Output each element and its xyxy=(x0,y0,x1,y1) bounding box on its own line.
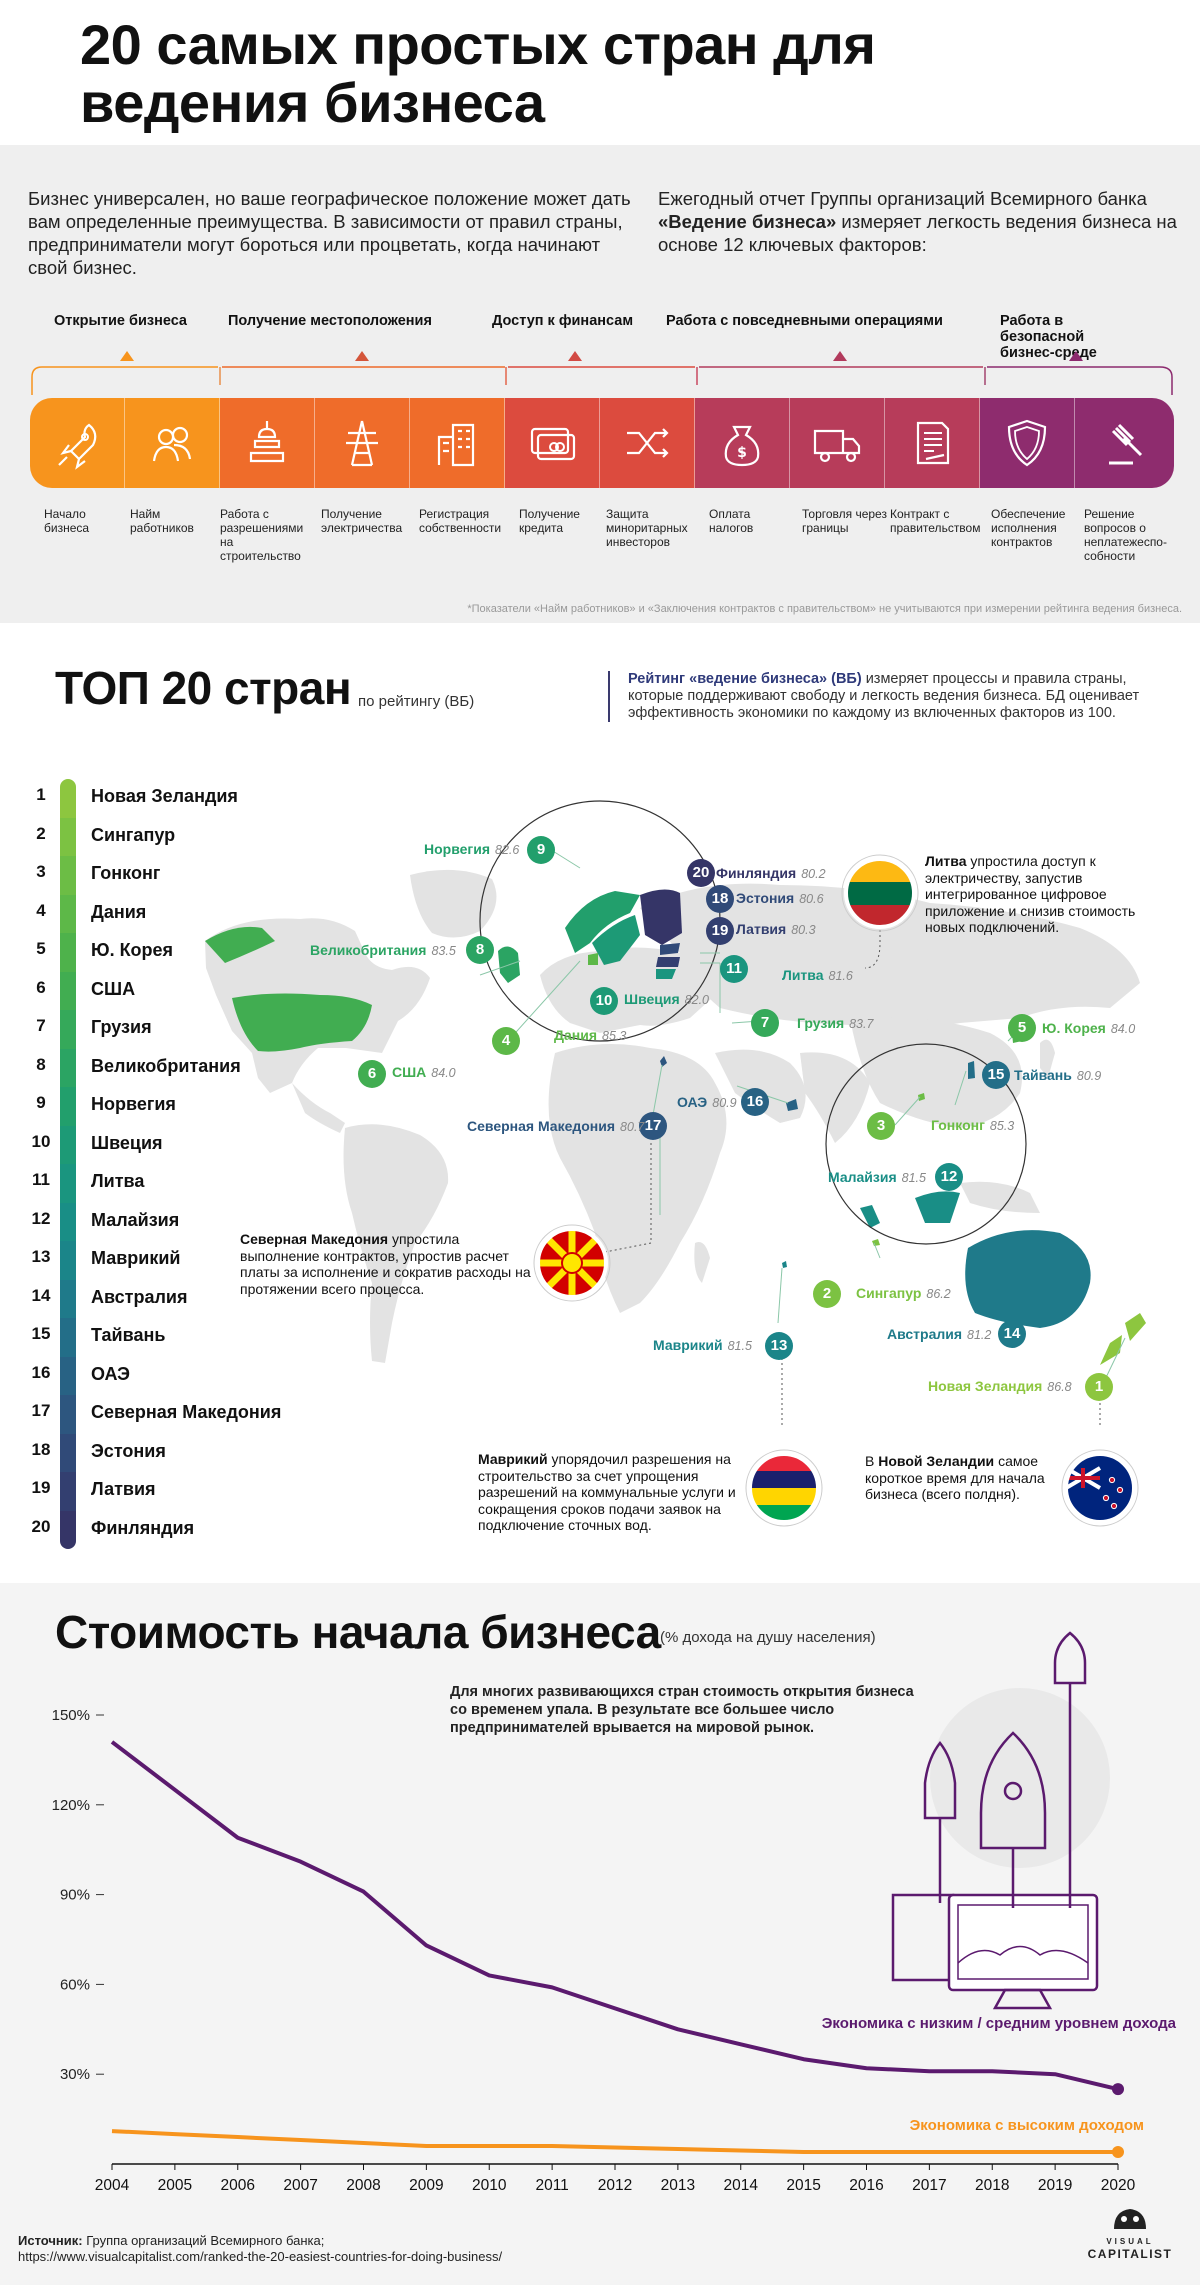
factor-label: Оплата налогов xyxy=(709,507,754,535)
map-rank-badge[interactable]: 20 xyxy=(687,859,715,887)
x-tick-label: 2006 xyxy=(220,2177,255,2194)
credit-card-icon xyxy=(524,415,580,471)
rank-bar-segment xyxy=(60,1203,76,1243)
australia-shape xyxy=(965,1230,1090,1328)
denmark-shape xyxy=(588,953,598,965)
rank-number: 7 xyxy=(36,1016,46,1035)
map-rank-badge[interactable]: 16 xyxy=(741,1088,769,1116)
top20-description xyxy=(608,671,1178,722)
rank-bar-segment xyxy=(60,1357,76,1397)
x-tick-label: 2020 xyxy=(1100,2177,1136,2194)
rank-country[interactable]: Швеция xyxy=(91,1132,163,1153)
factor-label: Контракт с правительством xyxy=(890,507,981,535)
rank-country[interactable]: Тайвань xyxy=(91,1325,166,1345)
mauritius-flag-icon xyxy=(746,1450,822,1526)
rank-country[interactable]: Ю. Корея xyxy=(91,940,174,960)
rank-country[interactable]: Новая Зеландия xyxy=(91,786,238,806)
map-country-name: Финляндия xyxy=(716,865,797,881)
rank-country[interactable]: Австралия xyxy=(91,1286,188,1307)
pylon-icon xyxy=(334,415,390,471)
category-label: Получение местоположения xyxy=(228,313,432,329)
factor-tile xyxy=(125,398,220,488)
factor-tile xyxy=(315,398,410,488)
top20-title: ТОП 20 стран xyxy=(55,662,352,714)
map-country-label xyxy=(828,1169,926,1185)
arrows-icon xyxy=(619,415,675,471)
rank-country[interactable]: Литва xyxy=(91,1171,145,1191)
nz-callout-prefix: В xyxy=(865,1453,875,1469)
rank-bar-segment xyxy=(60,1049,76,1089)
taiwan-shape xyxy=(968,1061,975,1079)
x-tick-label: 2015 xyxy=(786,2177,821,2194)
y-tick-label: 90% xyxy=(59,1886,90,1904)
map-country-name: США xyxy=(392,1064,427,1080)
rank-country[interactable]: Грузия xyxy=(91,1017,152,1037)
mauritius-callout-bold: Маврикий xyxy=(478,1451,548,1467)
map-country-label xyxy=(624,991,709,1007)
map-country-score: 81.2 xyxy=(967,1328,992,1342)
category-label: Работа с повседневными операциями xyxy=(666,313,943,329)
rank-number: 19 xyxy=(31,1478,51,1497)
map-country-score: 83.7 xyxy=(849,1017,874,1031)
rank-number: 12 xyxy=(31,1208,51,1228)
factor-tile xyxy=(695,398,790,488)
map-country-name: Тайвань xyxy=(1014,1067,1072,1083)
macedonia-callout xyxy=(240,1231,535,1297)
map-country-label xyxy=(928,1378,1072,1394)
map-country-name: Новая Зеландия xyxy=(928,1378,1043,1394)
map-country-label xyxy=(887,1326,991,1342)
map-rank-badge[interactable]: 4 xyxy=(492,1027,520,1055)
x-tick-label: 2008 xyxy=(346,2177,381,2194)
category-brackets xyxy=(0,145,1200,415)
factor-tile xyxy=(30,398,125,488)
rank-country[interactable]: Финляндия xyxy=(91,1517,195,1538)
nz-callout-text: самое короткое время для начала бизнеса (всего полдня). xyxy=(865,1453,1045,1502)
rank-bar-segment xyxy=(60,1087,76,1127)
factor-tile xyxy=(885,398,980,488)
map-rank-badge[interactable]: 8 xyxy=(466,936,494,964)
map-country-name: Ю. Корея xyxy=(1042,1020,1106,1036)
x-tick-label: 2010 xyxy=(472,2177,507,2194)
factor-tile xyxy=(410,398,505,488)
rank-number: 14 xyxy=(31,1285,51,1305)
map-country-label xyxy=(424,841,519,857)
series-line xyxy=(112,2131,1118,2152)
cost-note: Для многих развивающихся стран стоимость открытия бизнеса со временем упала. В результате все большее число предпринимателей врывается на мировой рынок. xyxy=(450,1684,914,1736)
map-country-label xyxy=(653,1337,752,1353)
factor-tile xyxy=(790,398,885,488)
brand-bottom: CAPITALIST xyxy=(1087,2247,1173,2261)
rank-bar-segment xyxy=(60,1280,76,1320)
top20-desc-rest: измеряет процессы и правила страны, которые поддерживают свободу и легкость ведения бизнеса. БД оценивает эффективность экономики по каждому из включенных факторов из 100. xyxy=(628,671,1140,721)
rank-country[interactable]: Норвегия xyxy=(91,1094,176,1114)
map-rank-badge[interactable]: 19 xyxy=(706,917,734,945)
map-country-score: 83.5 xyxy=(431,944,456,958)
intro-right-prefix: Ежегодный отчет Группы организаций Всемирного банка xyxy=(658,188,1147,209)
mauritius-callout xyxy=(478,1451,743,1534)
landmass xyxy=(800,1052,870,1143)
rank-bar-segment xyxy=(60,1164,76,1204)
brand-logo xyxy=(1080,2203,1180,2261)
landmass xyxy=(694,1242,710,1283)
x-tick-label: 2019 xyxy=(1037,2177,1073,2194)
y-tick-label: 60% xyxy=(59,1976,90,1994)
rank-country[interactable]: ОАЭ xyxy=(91,1363,130,1384)
map-country-score: 82.6 xyxy=(495,843,520,857)
rank-bar-segment xyxy=(60,972,76,1012)
rank-number: 1 xyxy=(36,785,46,804)
rank-country[interactable]: Малайзия xyxy=(91,1209,180,1230)
cost-subtitle: (% дохода на душу населения) xyxy=(660,1629,876,1646)
rank-bar-segment xyxy=(60,1472,76,1512)
intro-right-suffix: измеряет легкость ведения бизнеса на основе 12 ключевых факторов: xyxy=(658,211,1177,255)
series-endpoint xyxy=(1112,2146,1124,2158)
macedonia-callout-bold: Северная Македония xyxy=(240,1231,389,1247)
source-label: Источник: xyxy=(18,2233,83,2248)
intro-right-bold: «Ведение бизнеса» xyxy=(658,211,837,232)
map-country-label xyxy=(797,1015,873,1031)
series-endpoint xyxy=(1112,2083,1124,2095)
lithuania-flag-icon xyxy=(842,855,918,931)
rank-country[interactable]: Дания xyxy=(91,901,147,922)
factor-label: Получение электричества xyxy=(321,507,403,535)
rank-country[interactable]: Северная Македония xyxy=(91,1402,282,1422)
lithuania-callout xyxy=(925,853,1170,936)
shield-icon xyxy=(999,415,1055,471)
top20-desc-bold: Рейтинг «ведение бизнеса» (ВБ) xyxy=(628,671,862,687)
map-country-name: Великобритания xyxy=(310,942,427,958)
rank-bar-segment xyxy=(60,1241,76,1281)
map-country-label xyxy=(716,865,826,881)
gavel-icon xyxy=(1097,415,1153,471)
singapore-shape xyxy=(872,1239,880,1246)
map-country-label xyxy=(856,1285,951,1301)
landmass xyxy=(960,1182,1040,1213)
rank-bar-segment xyxy=(60,1126,76,1166)
map-country-label xyxy=(554,1027,626,1043)
map-country-score: 80.7 xyxy=(620,1120,645,1134)
map-country-score: 85.3 xyxy=(989,1119,1015,1133)
map-country-name: Литва xyxy=(782,967,824,983)
map-rank-badge[interactable]: 1 xyxy=(1085,1373,1113,1401)
map-country-score: 81.5 xyxy=(901,1171,926,1185)
map-country-name: Малайзия xyxy=(828,1169,897,1185)
factor-label: Найм работников xyxy=(130,507,194,535)
x-tick-label: 2009 xyxy=(409,2177,444,2194)
map-rank-badge[interactable]: 2 xyxy=(813,1280,841,1308)
rank-number: 8 xyxy=(36,1054,46,1074)
map-rank-badge[interactable]: 7 xyxy=(751,1009,779,1037)
map-country-name: Сингапур xyxy=(856,1285,922,1301)
map-country-name: Норвегия xyxy=(424,841,491,857)
map-rank-badge[interactable]: 11 xyxy=(720,955,748,983)
top20-subtitle: по рейтингу (ВБ) xyxy=(358,693,475,710)
rank-number: 20 xyxy=(31,1516,51,1536)
map-country-name: Дания xyxy=(554,1027,597,1043)
rocket-illustration xyxy=(893,1633,1110,2008)
source-url[interactable]: https://www.visualcapitalist.com/ranked-the-20-easiest-countries-for-doing-business/ xyxy=(18,2249,503,2264)
lithuania-callout-text: упростила доступ к электричеству, запустив интегрированное цифровое приложение и снизив стоимость новых подключений. xyxy=(925,853,1136,935)
rank-number: 18 xyxy=(31,1439,51,1459)
map-country-score: 80.3 xyxy=(791,923,816,937)
crane-icon xyxy=(239,415,295,471)
cost-title: Стоимость начала бизнеса xyxy=(55,1606,661,1658)
rank-number: 6 xyxy=(36,977,46,997)
series-label: Экономика с высоким доходом xyxy=(909,2117,1144,2134)
category-label: Работа в безопасной бизнес-среде xyxy=(1000,313,1097,361)
map-country-score: 80.6 xyxy=(799,892,824,906)
rank-bar-segment xyxy=(60,1395,76,1435)
finland-shape xyxy=(640,889,682,945)
mauritius-shape xyxy=(782,1261,787,1268)
rank-country[interactable]: Гонконг xyxy=(91,863,161,883)
nz-callout-bold: Новой Зеландии xyxy=(878,1453,995,1469)
map-country-name: Латвия xyxy=(736,921,787,937)
map-country-label xyxy=(931,1117,1014,1133)
map-rank-badge[interactable]: 14 xyxy=(998,1320,1026,1348)
map-country-name: Грузия xyxy=(797,1015,845,1031)
rank-number: 13 xyxy=(31,1247,51,1266)
x-tick-label: 2004 xyxy=(94,2177,130,2194)
factor-label: Получение кредита xyxy=(519,507,580,535)
map-rank-badge[interactable]: 18 xyxy=(706,885,734,913)
latvia-shape xyxy=(656,957,680,967)
money-bag-icon xyxy=(714,415,770,471)
factor-label: Защита миноритарных инвесторов xyxy=(606,507,688,549)
rank-number: 16 xyxy=(31,1362,51,1382)
y-tick-label: 120% xyxy=(51,1796,90,1814)
rank-bar-segment xyxy=(60,1434,76,1474)
map-rank-badge[interactable]: 6 xyxy=(358,1060,386,1088)
factor-label: Регистрация собственности xyxy=(419,507,502,535)
factor-tile xyxy=(220,398,315,488)
map-rank-badge[interactable]: 10 xyxy=(590,987,618,1015)
factor-label: Решение вопросов о неплатежеспо-собности xyxy=(1084,507,1167,563)
x-tick-label: 2012 xyxy=(597,2177,633,2194)
map-country-name: Австралия xyxy=(887,1326,963,1342)
map-country-label xyxy=(677,1094,737,1110)
map-country-label xyxy=(736,921,816,937)
factor-label: Обеспечение исполнения контрактов xyxy=(991,507,1066,549)
nz-callout xyxy=(865,1453,1065,1503)
rank-bar-segment xyxy=(60,856,76,896)
x-tick-label: 2018 xyxy=(975,2177,1010,2194)
map-country-name: Швеция xyxy=(624,991,680,1007)
map-country-label xyxy=(1042,1020,1135,1036)
rank-number: 5 xyxy=(36,939,46,958)
page-title: 20 самых простых стран для ведения бизнеса xyxy=(80,13,876,134)
map-country-label xyxy=(736,890,824,906)
rank-country[interactable]: Сингапур xyxy=(91,824,176,845)
factor-tile xyxy=(1075,398,1174,488)
map-country-name: ОАЭ xyxy=(677,1094,708,1110)
y-tick-label: 150% xyxy=(51,1707,90,1724)
map-country-score: 85.3 xyxy=(602,1029,627,1043)
cost-chart xyxy=(0,1583,1200,2285)
map-country-score: 80.2 xyxy=(801,867,826,881)
rank-bar-segment xyxy=(60,1318,76,1358)
x-tick-label: 2007 xyxy=(283,2177,318,2194)
cost-section xyxy=(0,1583,1200,2285)
truck-icon xyxy=(809,415,865,471)
map-country-name: Гонконг xyxy=(931,1117,985,1133)
rank-country[interactable]: США xyxy=(91,978,136,999)
brand-top: VISUAL xyxy=(1106,2237,1154,2246)
nz-flag-icon xyxy=(1062,1450,1138,1526)
factor-tile xyxy=(505,398,600,488)
rocket-icon xyxy=(49,415,105,471)
map-rank-badge[interactable]: 9 xyxy=(527,836,555,864)
x-tick-label: 2014 xyxy=(723,2177,758,2194)
map-country-score: 84.0 xyxy=(1110,1022,1136,1036)
map-country-score: 84.0 xyxy=(431,1066,456,1080)
factor-label: Работа с разрешениями на строительство xyxy=(220,507,304,563)
y-tick-label: 30% xyxy=(59,2066,90,2084)
map-country-score: 80.9 xyxy=(1076,1069,1102,1083)
rank-country[interactable]: Великобритания xyxy=(91,1055,241,1076)
map-country-label xyxy=(1014,1067,1101,1083)
rank-bar-segment xyxy=(60,1511,76,1550)
map-country-score: 81.5 xyxy=(727,1339,752,1353)
rank-number: 3 xyxy=(36,862,46,881)
rank-bar-segment xyxy=(60,818,76,858)
series-label: Экономика с низким / средним уровнем дохода xyxy=(821,2015,1176,2032)
lithuania-callout-bold: Литва xyxy=(925,853,967,869)
factor-tile xyxy=(600,398,695,488)
brand-mark-icon xyxy=(1110,2203,1150,2233)
category-label: Доступ к финансам xyxy=(492,313,634,329)
map-country-name: Маврикий xyxy=(653,1337,723,1353)
x-tick-label: 2016 xyxy=(849,2177,884,2194)
map-rank-badge[interactable]: 15 xyxy=(982,1061,1010,1089)
intro-left: Бизнес универсален, но ваше географическое положение может дать вам определенные преимущества. В зависимости от правил страны, предприниматели могут бороться или процветать, когда начинают свой бизнес. xyxy=(28,188,631,278)
nz-shape xyxy=(1100,1313,1146,1365)
building-icon xyxy=(429,415,485,471)
rank-bar-segment xyxy=(60,895,76,935)
rank-bar-segment xyxy=(60,933,76,973)
map-country-score: 81.6 xyxy=(828,969,853,983)
rank-number: 17 xyxy=(31,1401,51,1420)
rank-number: 9 xyxy=(36,1093,46,1112)
map-country-label xyxy=(467,1118,644,1134)
map-country-score: 82.0 xyxy=(684,993,710,1007)
factor-tile xyxy=(980,398,1075,488)
map-country-label xyxy=(782,967,853,983)
map-rank-badge[interactable]: 5 xyxy=(1008,1014,1036,1042)
rank-number: 4 xyxy=(36,900,46,920)
rank-gradient-bar xyxy=(60,779,76,1549)
category-label: Открытие бизнеса xyxy=(54,313,187,329)
map-country-name: Эстония xyxy=(736,890,795,906)
people-icon xyxy=(144,415,200,471)
rank-number: 10 xyxy=(31,1131,51,1151)
landmass xyxy=(410,870,496,938)
map-rank-badge[interactable]: 13 xyxy=(765,1332,793,1360)
mauritius-callout-text: упорядочил разрешения на строительство за счет упрощения разрешений на коммунальные услуги и сокращения сроков подачи заявок на подключение сточных вод. xyxy=(478,1451,736,1533)
rank-country[interactable]: Эстония xyxy=(91,1440,166,1461)
rank-country[interactable]: Маврикий xyxy=(91,1248,181,1268)
factor-band xyxy=(30,398,1174,488)
rank-country[interactable]: Латвия xyxy=(91,1479,156,1499)
map-country-score: 80.9 xyxy=(712,1096,737,1110)
factor-label: Торговля через границы xyxy=(802,507,887,535)
map-country-score: 86.8 xyxy=(1047,1380,1072,1394)
source xyxy=(18,2233,502,2265)
malaysia-shape xyxy=(860,1191,960,1228)
factors-section xyxy=(0,145,1200,623)
top20-section xyxy=(0,623,1200,1583)
map-rank-badge[interactable]: 3 xyxy=(867,1112,895,1140)
x-tick-label: 2017 xyxy=(912,2177,947,2194)
macedonia-callout-text: упростила выполнение контрактов, упростив расчет платы за исполнение и сократив расходы на протяжении всего процесса. xyxy=(240,1231,531,1297)
x-tick-label: 2011 xyxy=(535,2177,569,2194)
landmass xyxy=(292,1083,345,1133)
x-tick-label: 2013 xyxy=(660,2177,696,2194)
rank-number: 2 xyxy=(36,823,46,843)
header xyxy=(0,0,1200,145)
rank-bar-segment xyxy=(60,1010,76,1050)
map-country-score: 86.2 xyxy=(926,1287,951,1301)
source-text: Группа организаций Всемирного банка; xyxy=(86,2233,325,2248)
map-country-label xyxy=(392,1064,456,1080)
footnote: *Показатели «Найм работников» и «Заключения контрактов с правительством» не учитываются при измерении рейтинга ведения бизнеса. xyxy=(467,603,1182,615)
rank-bar-segment xyxy=(60,779,76,819)
map-connector xyxy=(778,1268,782,1323)
contract-icon xyxy=(904,415,960,471)
svg-text:$: $ xyxy=(737,445,747,461)
map-rank-badge[interactable]: 17 xyxy=(639,1112,667,1140)
factor-label: Начало бизнеса xyxy=(44,507,90,535)
map-rank-badge[interactable]: 12 xyxy=(935,1163,963,1191)
world-map xyxy=(0,623,1200,1583)
map-country-label xyxy=(310,942,456,958)
rank-number: 15 xyxy=(31,1324,51,1343)
x-tick-label: 2005 xyxy=(157,2177,193,2194)
map-country-name: Северная Македония xyxy=(467,1118,616,1134)
rank-number: 11 xyxy=(32,1170,50,1189)
